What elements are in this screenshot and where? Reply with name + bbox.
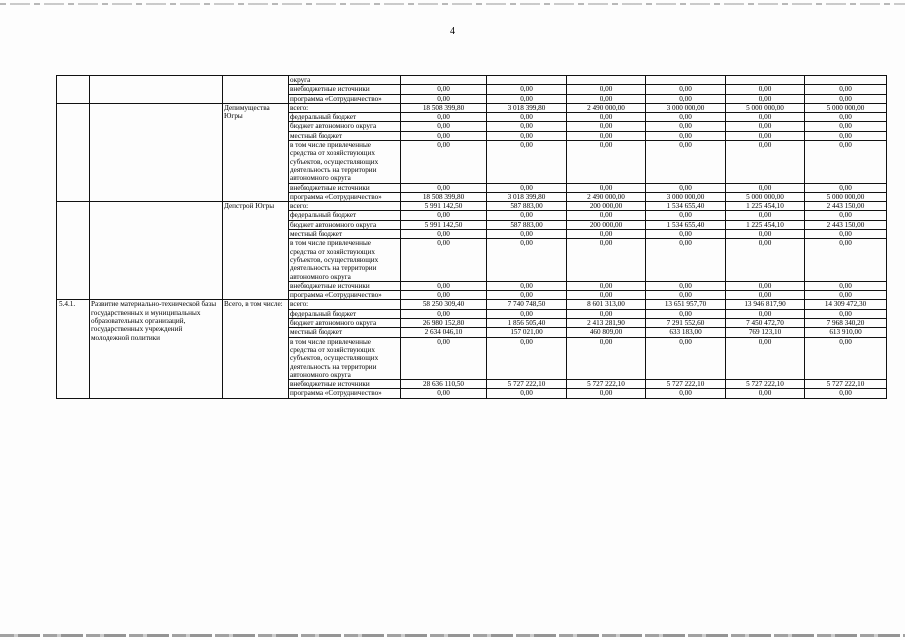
amount-cell: 0,00 bbox=[726, 122, 805, 131]
amount-cell: 0,00 bbox=[646, 309, 726, 318]
funding-source: местный бюджет bbox=[289, 230, 401, 239]
amount-cell: 5 991 142,50 bbox=[401, 202, 487, 211]
page-number: 4 bbox=[450, 26, 455, 37]
amount-cell bbox=[487, 76, 567, 85]
amount-cell: 1 225 454,10 bbox=[726, 220, 805, 229]
amount-cell: 3 000 000,00 bbox=[646, 192, 726, 201]
amount-cell: 0,00 bbox=[567, 281, 646, 290]
amount-cell: 0,00 bbox=[805, 94, 887, 103]
funding-source: бюджет автономного округа bbox=[289, 319, 401, 328]
amount-cell: 7 450 472,70 bbox=[726, 319, 805, 328]
amount-cell: 0,00 bbox=[646, 113, 726, 122]
amount-cell: 0,00 bbox=[567, 141, 646, 183]
amount-cell: 0,00 bbox=[726, 141, 805, 183]
amount-cell bbox=[805, 76, 887, 85]
budget-table bbox=[56, 75, 887, 399]
amount-cell: 7 291 552,60 bbox=[646, 319, 726, 328]
section-code: 5.4.1. bbox=[57, 300, 90, 398]
section-executor: Депимущества Югры bbox=[223, 103, 289, 201]
section-executor bbox=[223, 76, 289, 104]
amount-cell: 7 968 340,20 bbox=[805, 319, 887, 328]
funding-source: местный бюджет bbox=[289, 328, 401, 337]
amount-cell: 0,00 bbox=[646, 141, 726, 183]
amount-cell: 0,00 bbox=[487, 230, 567, 239]
amount-cell: 0,00 bbox=[487, 389, 567, 398]
amount-cell: 0,00 bbox=[567, 211, 646, 220]
amount-cell: 7 740 748,50 bbox=[487, 300, 567, 309]
amount-cell: 18 508 399,80 bbox=[401, 192, 487, 201]
amount-cell: 0,00 bbox=[487, 281, 567, 290]
amount-cell: 613 910,00 bbox=[805, 328, 887, 337]
amount-cell: 0,00 bbox=[646, 122, 726, 131]
amount-cell: 5 000 000,00 bbox=[805, 103, 887, 112]
funding-source: всего: bbox=[289, 300, 401, 309]
scan-artifact-bottom bbox=[0, 634, 905, 637]
amount-cell: 0,00 bbox=[401, 291, 487, 300]
amount-cell: 0,00 bbox=[726, 85, 805, 94]
amount-cell: 0,00 bbox=[567, 337, 646, 379]
amount-cell: 633 183,00 bbox=[646, 328, 726, 337]
amount-cell: 0,00 bbox=[401, 239, 487, 281]
amount-cell: 0,00 bbox=[401, 122, 487, 131]
amount-cell: 0,00 bbox=[646, 94, 726, 103]
amount-cell: 200 000,00 bbox=[567, 202, 646, 211]
amount-cell: 5 727 222,10 bbox=[567, 380, 646, 389]
funding-source: всего: bbox=[289, 202, 401, 211]
funding-source: внебюджетные источники bbox=[289, 380, 401, 389]
amount-cell: 0,00 bbox=[805, 337, 887, 379]
amount-cell: 0,00 bbox=[487, 309, 567, 318]
amount-cell: 769 123,10 bbox=[726, 328, 805, 337]
amount-cell: 0,00 bbox=[567, 113, 646, 122]
scan-artifact-top bbox=[0, 3, 905, 5]
amount-cell: 5 727 222,10 bbox=[726, 380, 805, 389]
section-name bbox=[90, 202, 223, 300]
amount-cell: 0,00 bbox=[401, 211, 487, 220]
funding-source: федеральный бюджет bbox=[289, 309, 401, 318]
amount-cell: 587 883,00 bbox=[487, 202, 567, 211]
section-name: Развитие материально-технической базы государственных и муниципальных образовательных организаций, государственных учреждений молодежной политики bbox=[90, 300, 223, 398]
funding-source: внебюджетные источники bbox=[289, 183, 401, 192]
amount-cell: 0,00 bbox=[567, 309, 646, 318]
table-body bbox=[57, 76, 887, 399]
funding-source: бюджет автономного округа bbox=[289, 122, 401, 131]
section-code bbox=[57, 202, 90, 300]
amount-cell: 0,00 bbox=[805, 389, 887, 398]
funding-source: округа bbox=[289, 76, 401, 85]
amount-cell: 0,00 bbox=[401, 309, 487, 318]
amount-cell: 28 636 110,50 bbox=[401, 380, 487, 389]
amount-cell: 0,00 bbox=[805, 85, 887, 94]
amount-cell: 13 946 817,90 bbox=[726, 300, 805, 309]
amount-cell: 2 443 150,00 bbox=[805, 220, 887, 229]
amount-cell: 0,00 bbox=[646, 85, 726, 94]
amount-cell: 1 225 454,10 bbox=[726, 202, 805, 211]
amount-cell: 5 727 222,10 bbox=[646, 380, 726, 389]
amount-cell: 0,00 bbox=[805, 122, 887, 131]
amount-cell: 0,00 bbox=[726, 94, 805, 103]
amount-cell: 2 490 000,00 bbox=[567, 103, 646, 112]
amount-cell: 0,00 bbox=[487, 211, 567, 220]
amount-cell: 1 534 655,40 bbox=[646, 220, 726, 229]
section-code bbox=[57, 103, 90, 201]
funding-source: внебюджетные источники bbox=[289, 281, 401, 290]
amount-cell: 5 727 222,10 bbox=[805, 380, 887, 389]
amount-cell: 0,00 bbox=[567, 85, 646, 94]
amount-cell: 0,00 bbox=[646, 389, 726, 398]
amount-cell: 0,00 bbox=[646, 131, 726, 140]
amount-cell: 3 018 399,80 bbox=[487, 192, 567, 201]
amount-cell: 13 651 957,70 bbox=[646, 300, 726, 309]
amount-cell: 5 000 000,00 bbox=[726, 192, 805, 201]
section-name bbox=[90, 76, 223, 104]
amount-cell: 0,00 bbox=[805, 281, 887, 290]
section-name bbox=[90, 103, 223, 201]
amount-cell: 0,00 bbox=[567, 389, 646, 398]
amount-cell: 5 991 142,50 bbox=[401, 220, 487, 229]
amount-cell: 2 490 000,00 bbox=[567, 192, 646, 201]
amount-cell: 0,00 bbox=[487, 94, 567, 103]
amount-cell: 0,00 bbox=[726, 239, 805, 281]
amount-cell: 0,00 bbox=[646, 281, 726, 290]
table-row bbox=[57, 76, 887, 85]
amount-cell: 0,00 bbox=[646, 337, 726, 379]
amount-cell: 5 000 000,00 bbox=[805, 192, 887, 201]
table-row bbox=[57, 202, 887, 211]
table-row bbox=[57, 300, 887, 309]
funding-source: программа «Сотрудничество» bbox=[289, 389, 401, 398]
amount-cell bbox=[646, 76, 726, 85]
amount-cell: 0,00 bbox=[401, 337, 487, 379]
amount-cell: 1 534 655,40 bbox=[646, 202, 726, 211]
amount-cell: 0,00 bbox=[401, 85, 487, 94]
section-executor: Всего, в том числе: bbox=[223, 300, 289, 398]
amount-cell: 0,00 bbox=[487, 141, 567, 183]
amount-cell bbox=[726, 76, 805, 85]
section-executor: Депстрой Югры bbox=[223, 202, 289, 300]
funding-source: федеральный бюджет bbox=[289, 211, 401, 220]
amount-cell: 0,00 bbox=[805, 211, 887, 220]
funding-source: программа «Сотрудничество» bbox=[289, 291, 401, 300]
amount-cell: 0,00 bbox=[487, 122, 567, 131]
amount-cell: 0,00 bbox=[805, 131, 887, 140]
amount-cell: 1 856 505,40 bbox=[487, 319, 567, 328]
funding-source: программа «Сотрудничество» bbox=[289, 94, 401, 103]
amount-cell: 0,00 bbox=[487, 131, 567, 140]
amount-cell: 0,00 bbox=[726, 281, 805, 290]
amount-cell: 157 021,00 bbox=[487, 328, 567, 337]
amount-cell: 0,00 bbox=[805, 230, 887, 239]
amount-cell: 460 809,00 bbox=[567, 328, 646, 337]
amount-cell: 0,00 bbox=[805, 291, 887, 300]
section-code bbox=[57, 76, 90, 104]
funding-source: в том числе привлеченные средства от хозяйствующих субъектов, осуществляющих деятельность на территории автономного округа bbox=[289, 239, 401, 281]
amount-cell: 0,00 bbox=[401, 94, 487, 103]
amount-cell: 0,00 bbox=[487, 113, 567, 122]
amount-cell: 0,00 bbox=[726, 230, 805, 239]
amount-cell: 0,00 bbox=[401, 131, 487, 140]
amount-cell: 0,00 bbox=[726, 211, 805, 220]
amount-cell: 0,00 bbox=[567, 291, 646, 300]
amount-cell: 0,00 bbox=[726, 337, 805, 379]
amount-cell: 0,00 bbox=[401, 389, 487, 398]
amount-cell: 0,00 bbox=[567, 183, 646, 192]
amount-cell bbox=[567, 76, 646, 85]
amount-cell: 2 634 046,10 bbox=[401, 328, 487, 337]
amount-cell: 0,00 bbox=[401, 141, 487, 183]
amount-cell: 0,00 bbox=[487, 239, 567, 281]
amount-cell: 0,00 bbox=[805, 309, 887, 318]
amount-cell: 0,00 bbox=[567, 239, 646, 281]
amount-cell: 587 883,00 bbox=[487, 220, 567, 229]
amount-cell: 3 000 000,00 bbox=[646, 103, 726, 112]
amount-cell: 0,00 bbox=[726, 131, 805, 140]
funding-source: программа «Сотрудничество» bbox=[289, 192, 401, 201]
amount-cell: 0,00 bbox=[805, 239, 887, 281]
amount-cell: 0,00 bbox=[401, 113, 487, 122]
funding-source: бюджет автономного округа bbox=[289, 220, 401, 229]
amount-cell: 0,00 bbox=[646, 230, 726, 239]
amount-cell: 18 508 399,80 bbox=[401, 103, 487, 112]
amount-cell: 0,00 bbox=[726, 113, 805, 122]
amount-cell: 0,00 bbox=[726, 291, 805, 300]
funding-source: всего: bbox=[289, 103, 401, 112]
amount-cell: 0,00 bbox=[726, 389, 805, 398]
amount-cell: 0,00 bbox=[726, 183, 805, 192]
amount-cell: 0,00 bbox=[487, 337, 567, 379]
amount-cell: 5 000 000,00 bbox=[726, 103, 805, 112]
amount-cell: 0,00 bbox=[805, 113, 887, 122]
amount-cell: 3 018 399,80 bbox=[487, 103, 567, 112]
amount-cell: 0,00 bbox=[646, 211, 726, 220]
amount-cell: 0,00 bbox=[646, 239, 726, 281]
amount-cell: 0,00 bbox=[487, 291, 567, 300]
amount-cell: 0,00 bbox=[805, 183, 887, 192]
amount-cell: 2 413 281,90 bbox=[567, 319, 646, 328]
amount-cell: 58 250 309,40 bbox=[401, 300, 487, 309]
funding-source: в том числе привлеченные средства от хозяйствующих субъектов, осуществляющих деятельность на территории автономного округа bbox=[289, 337, 401, 379]
funding-source: в том числе привлеченные средства от хозяйствующих субъектов, осуществляющих деятельность на территории автономного округа bbox=[289, 141, 401, 183]
amount-cell: 0,00 bbox=[487, 85, 567, 94]
amount-cell: 0,00 bbox=[401, 230, 487, 239]
amount-cell: 5 727 222,10 bbox=[487, 380, 567, 389]
funding-source: федеральный бюджет bbox=[289, 113, 401, 122]
funding-source: внебюджетные источники bbox=[289, 85, 401, 94]
amount-cell: 8 601 313,00 bbox=[567, 300, 646, 309]
amount-cell: 26 980 152,80 bbox=[401, 319, 487, 328]
amount-cell: 0,00 bbox=[726, 309, 805, 318]
amount-cell: 0,00 bbox=[567, 230, 646, 239]
amount-cell: 0,00 bbox=[567, 131, 646, 140]
amount-cell: 0,00 bbox=[646, 291, 726, 300]
amount-cell: 200 000,00 bbox=[567, 220, 646, 229]
funding-source: местный бюджет bbox=[289, 131, 401, 140]
amount-cell: 0,00 bbox=[401, 183, 487, 192]
amount-cell: 0,00 bbox=[567, 94, 646, 103]
table-row bbox=[57, 103, 887, 112]
amount-cell: 0,00 bbox=[805, 141, 887, 183]
amount-cell: 0,00 bbox=[646, 183, 726, 192]
amount-cell: 0,00 bbox=[401, 281, 487, 290]
amount-cell bbox=[401, 76, 487, 85]
amount-cell: 2 443 150,00 bbox=[805, 202, 887, 211]
amount-cell: 0,00 bbox=[487, 183, 567, 192]
amount-cell: 14 309 472,30 bbox=[805, 300, 887, 309]
amount-cell: 0,00 bbox=[567, 122, 646, 131]
